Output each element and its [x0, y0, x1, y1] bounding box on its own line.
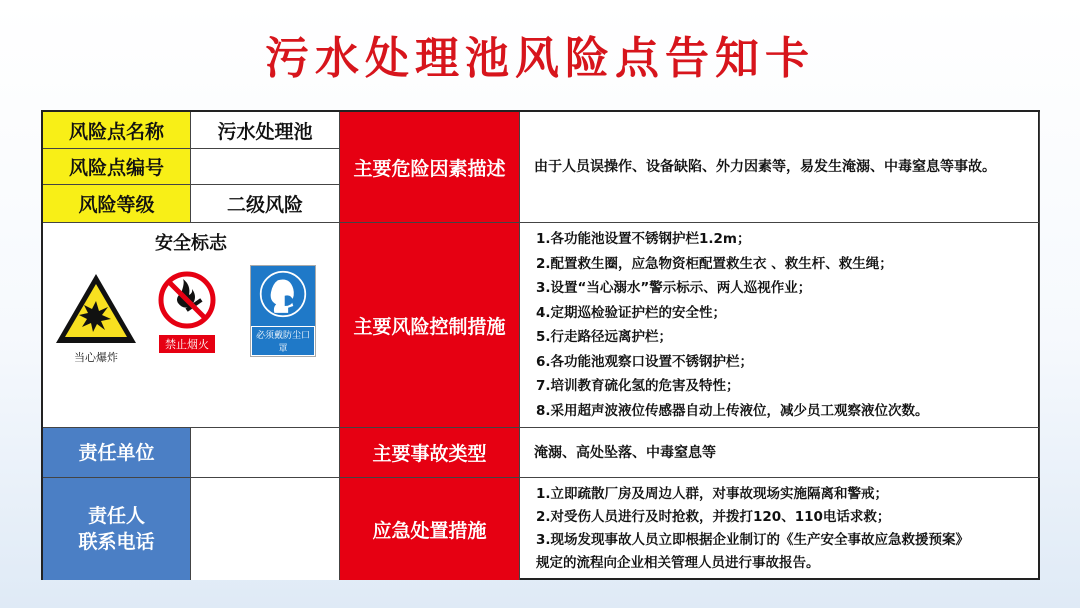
contact-value: [191, 478, 340, 580]
list-item: 6.各功能池观察口设置不锈钢护栏；: [536, 353, 754, 370]
list-item: 3.现场发现事故人员立即根据企业制订的《生产安全事故应急救援预案》: [536, 532, 970, 548]
responsible-unit-value: [191, 428, 340, 478]
emergency-label: 应急处置措施: [340, 478, 520, 580]
list-item: 5.行走路径远离护栏；: [536, 329, 673, 345]
contact-label-line1: 责任人: [87, 505, 145, 527]
accident-types-text: 淹溺、高处坠落、中毒窒息等: [520, 428, 1040, 478]
controls-list: [520, 223, 1040, 428]
no-fire-icon: [155, 267, 219, 333]
safety-signs-panel: [43, 223, 340, 428]
list-item: 8.采用超声波液位传感器自动上传液位，减少员工观察液位次数。: [536, 402, 929, 419]
no-fire-sign-caption: 禁止烟火: [159, 335, 215, 353]
list-item: 2.配置救生圈，应急物资柜配置救生衣 、救生杆、救生绳；: [536, 255, 893, 272]
list-item: 1.立即疏散厂房及周边人群，对事故现场实施隔离和警戒；: [536, 486, 889, 502]
contact-label: [43, 478, 191, 580]
risk-card: [41, 110, 1040, 580]
explosion-sign: [53, 271, 139, 365]
page-title: 污水处理池风险点告知卡: [265, 33, 815, 84]
explosion-sign-caption: 当心爆炸: [74, 351, 118, 364]
emergency-list: [520, 478, 1040, 580]
explosion-warning-icon: [53, 271, 139, 347]
no-fire-sign: [155, 267, 219, 353]
dust-mask-sign: [250, 265, 316, 357]
risk-name-label: 风险点名称: [43, 112, 191, 149]
list-item: 2.对受伤人员进行及时抢救，并拨打120、110电话求救；: [536, 509, 891, 525]
list-item: 7.培训教育硫化氢的危害及特性；: [536, 378, 740, 394]
hazard-text: 由于人员误操作、设备缺陷、外力因素等，易发生淹溺、中毒窒息等事故。: [520, 112, 1040, 223]
list-item: 3.设置“当心溺水”警示标示、两人巡视作业；: [536, 280, 812, 296]
risk-code-value: [191, 149, 340, 185]
risk-code-label: 风险点编号: [43, 149, 191, 185]
accident-types-label: 主要事故类型: [340, 428, 520, 478]
list-item: 4.定期巡检验证护栏的安全性；: [536, 304, 727, 321]
list-item: 规定的流程向企业相关管理人员进行事故报告。: [536, 555, 820, 571]
safety-signs-title: 安全标志: [155, 233, 227, 254]
contact-label-line2: 联系电话: [78, 531, 155, 553]
hazard-label: 主要危险因素描述: [340, 112, 520, 223]
responsible-unit-label: 责任单位: [43, 428, 191, 478]
risk-name-value: 污水处理池: [191, 112, 340, 149]
risk-level-label: 风险等级: [43, 185, 191, 223]
risk-level-value: 二级风险: [191, 185, 340, 223]
dust-mask-icon: [255, 270, 311, 318]
dust-mask-sign-caption: 必须戴防尘口罩: [251, 326, 315, 356]
list-item: 1.各功能池设置不锈钢护栏1.2m；: [536, 231, 751, 247]
controls-label: 主要风险控制措施: [340, 223, 520, 428]
